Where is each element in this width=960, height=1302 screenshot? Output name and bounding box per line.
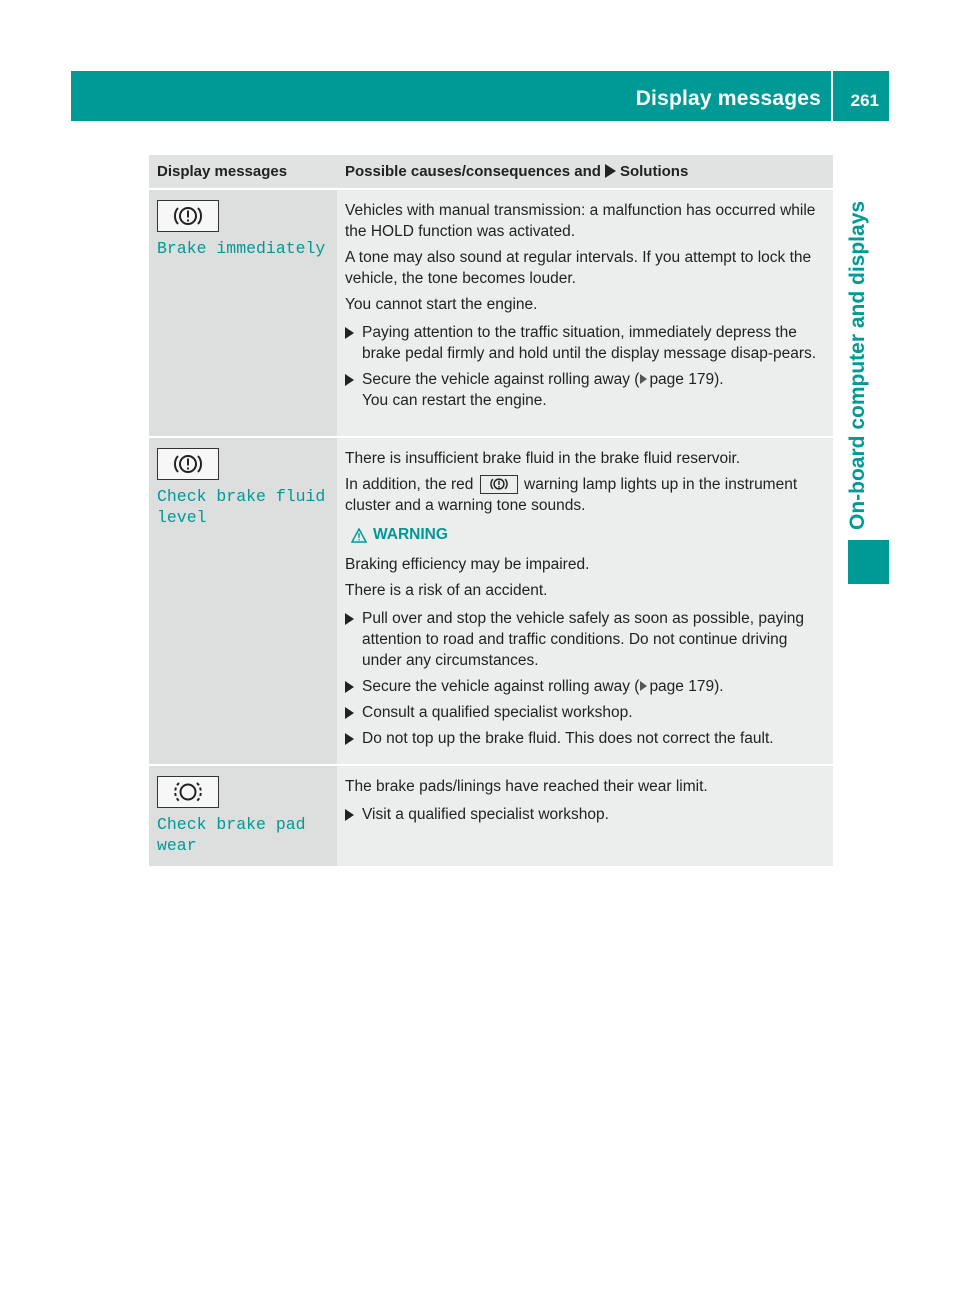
step-arrow-icon xyxy=(345,681,354,693)
chapter-tab xyxy=(848,540,889,584)
step-arrow-icon xyxy=(345,809,354,821)
page-number: 261 xyxy=(850,91,879,110)
col-header-display-messages: Display messages xyxy=(149,155,337,189)
display-message-line: level xyxy=(157,508,207,527)
step-text: Paying attention to the traffic situation, immediately depress the brake pedal firmly and hold until the display message disap-pears. xyxy=(362,324,817,362)
solution-step xyxy=(345,369,827,411)
step-arrow-icon xyxy=(345,327,354,339)
message-cell xyxy=(149,437,337,765)
step-arrow-icon xyxy=(345,374,354,386)
brake-warning-lamp-icon xyxy=(480,475,518,494)
table-row xyxy=(149,765,833,866)
page-reference: page 179). xyxy=(649,678,724,695)
display-message-line: wear xyxy=(157,836,197,855)
warning-paragraph: Braking efficiency may be impaired. xyxy=(345,556,590,573)
cause-text: In addition, the red xyxy=(345,476,474,493)
step-arrow-icon xyxy=(345,733,354,745)
step-arrow-icon xyxy=(345,613,354,625)
warning-heading xyxy=(345,526,827,544)
warning-paragraph: There is a risk of an accident. xyxy=(345,582,548,599)
solution-step xyxy=(345,804,827,825)
warning-triangle-icon xyxy=(351,528,367,543)
cause-text: warning lamp lights up in the instrument cluster and a warning tone sounds. xyxy=(345,476,798,514)
display-message-text: Brake immediately xyxy=(157,239,326,258)
page-reference: page 179). xyxy=(649,371,724,388)
display-message-text xyxy=(157,814,329,856)
step-arrow-icon xyxy=(345,707,354,719)
cause-paragraph: A tone may also sound at regular intervals. If you attempt to lock the vehicle, the tone becomes louder. xyxy=(345,249,812,287)
brake-pad-wear-icon xyxy=(157,776,219,808)
cause-paragraph: There is insufficient brake fluid in the brake fluid reservoir. xyxy=(345,450,741,467)
display-message-line: Check brake pad xyxy=(157,815,306,834)
solution-step xyxy=(345,702,827,723)
brake-warning-icon xyxy=(157,448,219,480)
chapter-side-label: On-board computer and displays xyxy=(846,200,869,530)
cause-paragraph xyxy=(345,474,827,516)
step-text: Secure the vehicle against rolling away ( xyxy=(362,678,640,695)
cause-paragraph: Vehicles with manual transmission: a malfunction has occurred while the HOLD function was activated. xyxy=(345,202,816,240)
table-row xyxy=(149,437,833,765)
brake-warning-icon xyxy=(157,200,219,232)
col-header-causes-solutions xyxy=(337,155,833,189)
solution-step xyxy=(345,676,827,697)
message-cell xyxy=(149,765,337,866)
solution-step xyxy=(345,728,827,749)
solution-step xyxy=(345,322,827,364)
step-text: Pull over and stop the vehicle safely as soon as possible, paying attention to road and traffic conditions. Do not continue driving under any circumstances. xyxy=(362,610,805,669)
col-header-causes-text: Possible causes/consequences and xyxy=(345,163,601,180)
display-messages-table xyxy=(149,155,833,866)
solution-cell xyxy=(337,765,833,866)
display-message-text xyxy=(157,486,329,528)
step-text: Secure the vehicle against rolling away ( xyxy=(362,371,640,388)
solution-cell xyxy=(337,189,833,437)
step-text: Do not top up the brake fluid. This does not correct the fault. xyxy=(362,730,774,747)
header-divider xyxy=(831,71,833,121)
solution-cell xyxy=(337,437,833,765)
display-message-line: Check brake fluid xyxy=(157,487,326,506)
cause-paragraph: You cannot start the engine. xyxy=(345,296,538,313)
step-text: Visit a qualified specialist workshop. xyxy=(362,806,609,823)
cause-paragraph: The brake pads/linings have reached their wear limit. xyxy=(345,778,708,795)
table-row xyxy=(149,189,833,437)
page-ref-icon xyxy=(640,374,647,384)
table-header-row xyxy=(149,155,833,189)
section-header-bar xyxy=(71,71,889,121)
section-title: Display messages xyxy=(635,87,821,110)
message-cell xyxy=(149,189,337,437)
solution-step xyxy=(345,608,827,671)
step-text: Consult a qualified specialist workshop. xyxy=(362,704,633,721)
solution-arrow-icon xyxy=(605,164,616,178)
col-header-solutions-text: Solutions xyxy=(619,163,689,180)
step-note: You can restart the engine. xyxy=(362,392,547,409)
warning-label: WARNING xyxy=(373,526,448,543)
page-ref-icon xyxy=(640,681,647,691)
